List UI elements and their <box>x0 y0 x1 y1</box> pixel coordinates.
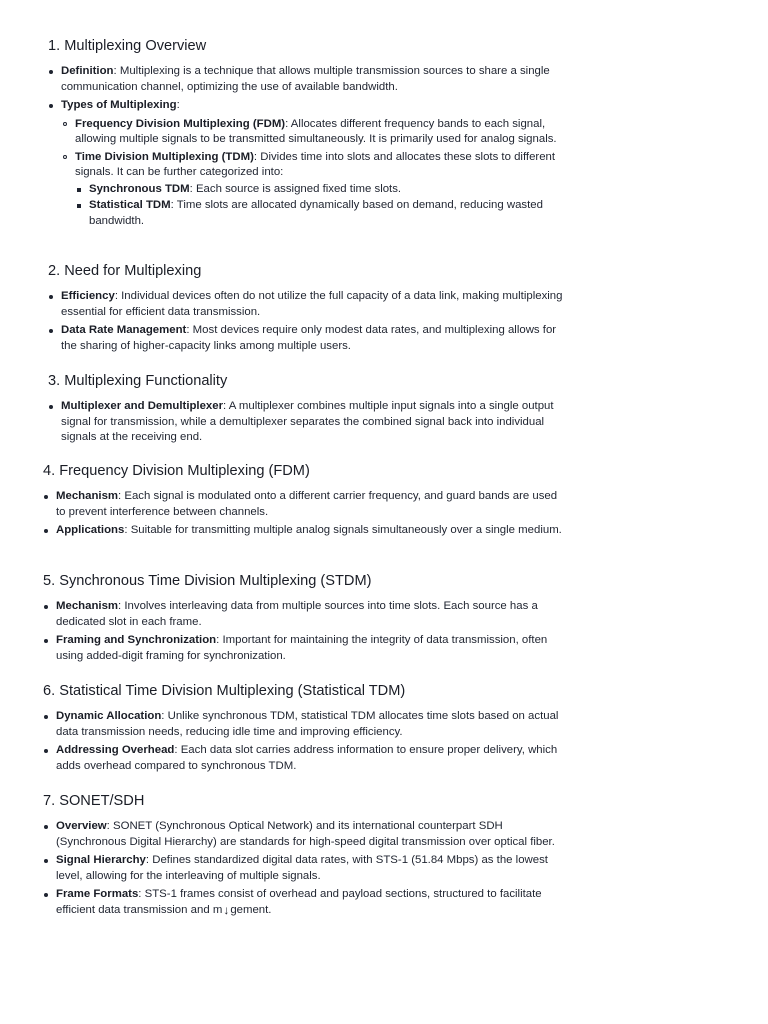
item-term: Efficiency <box>61 290 115 302</box>
section-heading: 1. Multiplexing Overview <box>48 38 207 54</box>
list-item <box>43 853 568 884</box>
item-term: Synchronous TDM <box>89 182 190 195</box>
item-term: Definition <box>61 65 114 77</box>
list-item <box>43 887 568 918</box>
item-text: : Allocates different frequency bands to each signal, allowing multiple signals to be transmitted simultaneously. It is primarily used for analog signals. <box>75 117 557 145</box>
sub-list-item <box>61 117 568 148</box>
item-text: : <box>176 99 180 111</box>
list-item <box>43 633 568 664</box>
list-item <box>43 523 568 539</box>
list-item <box>48 289 568 320</box>
list-item <box>43 599 568 630</box>
section-multiplexing-overview <box>48 37 568 229</box>
item-term: Overview <box>56 820 107 832</box>
item-term: Mechanism <box>56 600 119 612</box>
section-multiplexing-functionality <box>48 372 568 446</box>
item-text: : Multiplexing is a technique that allows multiple transmission sources to share a single communication channel, optimizing the use of available bandwidth. <box>61 65 550 93</box>
scroll-down-arrow-icon[interactable]: ↓ <box>223 902 230 917</box>
list-item <box>43 819 568 850</box>
list-item <box>48 323 568 354</box>
item-text: : Defines standardized digital data rates, with STS-1 (51.84 Mbps) as the lowest level, allowing for the interleaving of multiple signals. <box>56 854 548 882</box>
item-text-tail: gement. <box>230 903 272 916</box>
item-term: Data Rate Management <box>61 324 187 336</box>
item-text: : Divides time into slots and allocates these slots to different signals. It can be further categorized into: <box>75 150 556 178</box>
item-term: Types of Multiplexing <box>61 99 177 111</box>
section-heading: 4. Frequency Division Multiplexing (FDM) <box>43 463 310 479</box>
section-heading: 7. SONET/SDH <box>43 793 145 809</box>
item-term: Applications <box>56 524 125 536</box>
sub-sub-list-item <box>75 182 568 198</box>
item-text: : Suitable for transmitting multiple analog signals simultaneously over a single medium. <box>124 524 562 536</box>
item-term: Framing and Synchronization <box>56 634 217 646</box>
item-text: : Important for maintaining the integrity of data transmission, often using added-digit framing for synchronization. <box>56 634 548 662</box>
section-statistical-tdm <box>43 682 568 774</box>
section-stdm <box>43 572 568 664</box>
list-item <box>43 743 568 774</box>
item-text: : SONET (Synchronous Optical Network) and its international counterpart SDH (Synchronous Digital Hierarchy) are standards for high-speed digital transmission over optical fiber. <box>56 820 555 848</box>
item-text: : A multiplexer combines multiple input signals into a single output signal for transmission, while a demultiplexer separates the combined signal back into individual signals at the receiving end. <box>61 400 554 443</box>
section-heading: 2. Need for Multiplexing <box>48 263 202 279</box>
list-item <box>48 64 568 95</box>
item-term: Addressing Overhead <box>56 744 175 756</box>
item-text: : Unlike synchronous TDM, statistical TDM allocates time slots based on actual data transmission needs, reducing idle time and improving efficiency. <box>56 710 559 738</box>
item-term: Statistical TDM <box>89 199 171 211</box>
item-term: Frequency Division Multiplexing (FDM) <box>75 117 286 130</box>
item-term: Time Division Multiplexing (TDM) <box>75 150 254 163</box>
item-text: : STS-1 frames consist of overhead and payload sections, structured to facilitate efficient data transmission and m <box>56 888 542 916</box>
list-item <box>48 399 568 446</box>
list-item <box>48 98 568 229</box>
item-text: : Each source is assigned fixed time slots. <box>189 182 402 195</box>
section-heading: 5. Synchronous Time Division Multiplexing (STDM) <box>43 573 372 589</box>
item-text: : Each signal is modulated onto a different carrier frequency, and guard bands are used to prevent interference between channels. <box>56 490 558 518</box>
section-need-for-multiplexing <box>48 262 568 354</box>
item-term: Multiplexer and Demultiplexer <box>61 400 224 412</box>
section-heading: 3. Multiplexing Functionality <box>48 373 228 389</box>
item-text: : Involves interleaving data from multiple sources into time slots. Each source has a dedicated slot in each frame. <box>56 600 538 628</box>
item-text: : Individual devices often do not utilize the full capacity of a data link, making multiplexing essential for efficient data transmission. <box>61 290 563 318</box>
item-term: Signal Hierarchy <box>56 854 146 866</box>
sub-sub-list-item <box>75 198 568 229</box>
item-term: Frame Formats <box>56 888 139 900</box>
list-item <box>43 489 568 520</box>
section-sonet-sdh <box>43 792 568 918</box>
item-text: : Most devices require only modest data rates, and multiplexing allows for the sharing of higher-capacity links among multiple users. <box>61 324 557 352</box>
item-text: : Each data slot carries address information to ensure proper delivery, which adds overhead compared to synchronous TDM. <box>56 744 558 772</box>
item-term: Mechanism <box>56 490 119 502</box>
item-text: : Time slots are allocated dynamically based on demand, reducing wasted bandwidth. <box>89 199 543 227</box>
item-term: Dynamic Allocation <box>56 710 162 722</box>
list-item <box>43 709 568 740</box>
sub-list-item <box>61 150 568 230</box>
section-heading: 6. Statistical Time Division Multiplexing (Statistical TDM) <box>43 683 406 699</box>
section-fdm <box>43 462 568 539</box>
